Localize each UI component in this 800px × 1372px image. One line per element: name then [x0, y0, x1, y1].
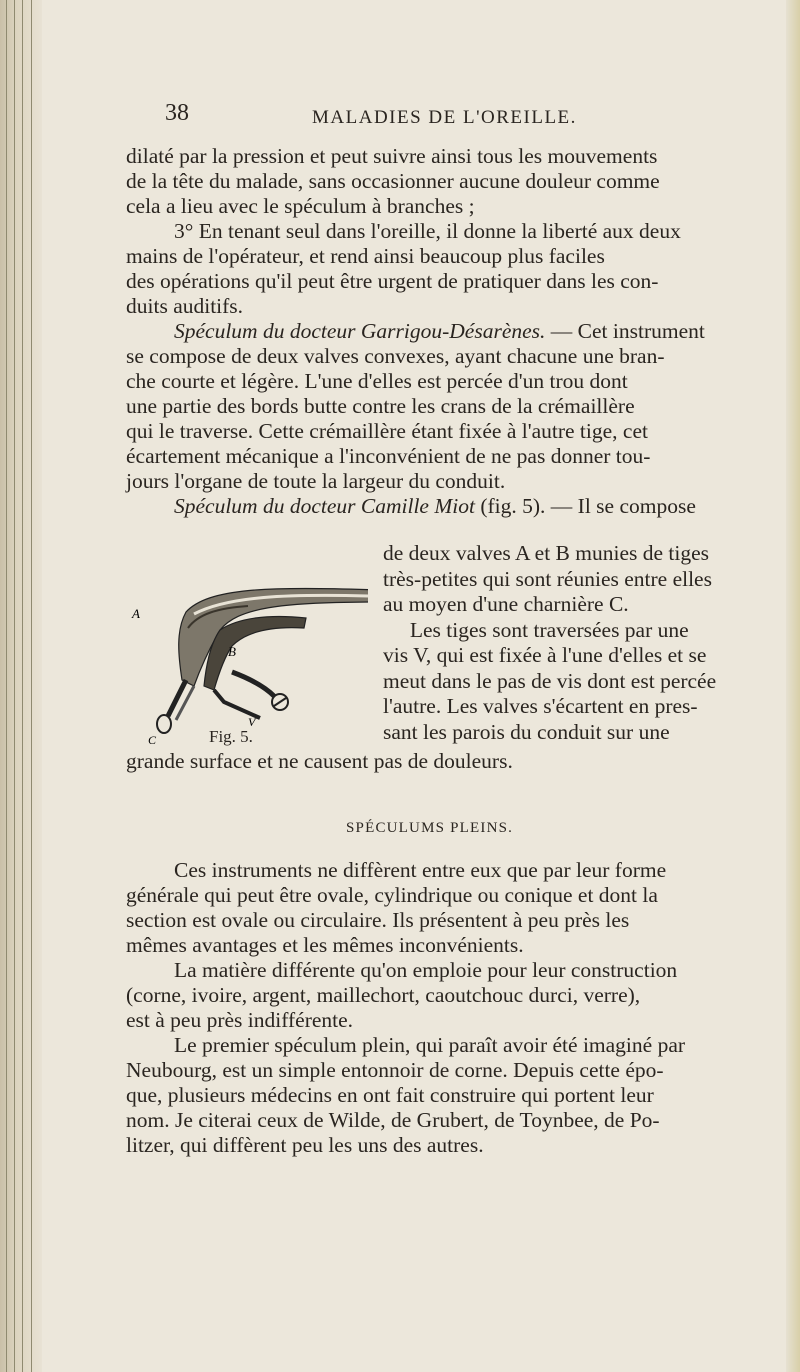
text-line: très-petites qui sont réunies entre elles	[383, 566, 712, 591]
text-line: Les tiges sont traversées par une	[409, 617, 689, 642]
text-line: Le premier spéculum plein, qui paraît avoir été imaginé par	[174, 1033, 686, 1057]
label-a: A	[132, 606, 140, 621]
section-heading: SPÉCULUMS PLEINS.	[346, 820, 514, 836]
paragraph-4-tail: grande surface et ne causent pas de douleurs.	[126, 749, 513, 773]
paragraph-5	[126, 858, 790, 958]
text-line: écartement mécanique a l'inconvénient de ne pas donner tou-	[126, 444, 651, 468]
text-line: est à peu près indifférente.	[126, 1008, 354, 1032]
text-line: litzer, qui diffèrent peu les uns des autres.	[126, 1133, 484, 1157]
figure-caption: Fig. 5.	[209, 727, 253, 746]
text-line: dilaté par la pression et peut suivre ainsi tous les mouvements	[126, 144, 658, 168]
text-line: au moyen d'une charnière C.	[383, 592, 629, 616]
text-line: (corne, ivoire, argent, maillechort, caoutchouc durci, verre),	[126, 983, 641, 1007]
stem-right	[214, 690, 260, 718]
text-line: 3° En tenant seul dans l'oreille, il donne la liberté aux deux	[174, 219, 681, 243]
label-v: V	[248, 715, 256, 729]
text-block-bottom	[126, 858, 790, 1158]
binding-line	[22, 0, 23, 1372]
paragraph-4-head	[126, 494, 790, 519]
paragraph-2	[126, 219, 790, 319]
page-number: 38	[165, 100, 189, 126]
text-line: duits auditifs.	[126, 294, 244, 318]
text-line: jours l'organe de toute la largeur du conduit.	[126, 469, 506, 493]
text-line: Neubourg, est un simple entonnoir de corne. Depuis cette épo-	[126, 1058, 664, 1082]
stem-left	[168, 680, 186, 716]
text-line: meut dans le pas de vis dont est percée	[383, 668, 717, 693]
screw-v-slot	[274, 698, 286, 706]
text-line: — Cet instrument	[545, 319, 705, 343]
paragraph-title: Spéculum du docteur Garrigou-Désarènes.	[174, 319, 546, 343]
text-line: La matière différente qu'on emploie pour leur construction	[174, 958, 678, 982]
text-line: Ces instruments ne diffèrent entre eux que par leur forme	[174, 858, 667, 882]
text-line: qui le traverse. Cette crémaillère étant fixée à l'autre tige, cet	[126, 419, 648, 443]
text-line: générale qui peut être ovale, cylindrique ou conique et dont la	[126, 883, 658, 907]
text-line: une partie des bords butte contre les crans de la crémaillère	[126, 394, 635, 418]
text-line: cela a lieu avec le spéculum à branches ;	[126, 194, 475, 218]
label-b: B	[228, 644, 236, 659]
running-head: MALADIES DE L'OREILLE.	[312, 107, 577, 128]
paragraph-title: Spéculum du docteur Camille Miot	[174, 494, 475, 518]
text-line: se compose de deux valves convexes, ayant chacune une bran-	[126, 344, 665, 368]
text-line: mêmes avantages et les mêmes inconvénients.	[126, 933, 524, 957]
paragraph-7	[126, 1033, 790, 1158]
text-line: de la tête du malade, sans occasionner aucune douleur comme	[126, 169, 660, 193]
text-block-top	[126, 144, 790, 519]
text-line: que, plusieurs médecins en ont fait construire qui portent leur	[126, 1083, 654, 1107]
text-line: vis V, qui est fixée à l'une d'elles et se	[383, 643, 707, 667]
text-line: l'autre. Les valves s'écartent en pres-	[383, 694, 698, 718]
text-line: des opérations qu'il peut être urgent de pratiquer dans les con-	[126, 269, 659, 293]
hinge-c	[157, 715, 171, 733]
binding-line	[31, 0, 32, 1372]
label-c: C	[148, 733, 157, 747]
paragraph-1	[126, 144, 790, 219]
book-binding-edge	[0, 0, 42, 1372]
text-line: che courte et légère. L'une d'elles est percée d'un trou dont	[126, 369, 628, 393]
screw-rod	[232, 672, 274, 696]
paragraph-6	[126, 958, 790, 1033]
text-line: sant les parois du conduit sur une	[383, 719, 670, 744]
text-line: mains de l'opérateur, et rend ainsi beaucoup plus faciles	[126, 244, 605, 268]
text-line: nom. Je citerai ceux de Wilde, de Grubert, de Toynbee, de Po-	[126, 1108, 660, 1132]
paragraph-4-side	[383, 541, 790, 745]
binding-line	[14, 0, 15, 1372]
binding-line	[6, 0, 7, 1372]
figure-side-text	[383, 541, 790, 745]
paragraph-3	[126, 319, 790, 494]
text-line: (fig. 5). — Il se compose	[474, 494, 696, 518]
text-line: section est ovale ou circulaire. Ils présentent à peu près les	[126, 908, 630, 932]
text-line: de deux valves A et B munies de tiges	[383, 541, 710, 565]
